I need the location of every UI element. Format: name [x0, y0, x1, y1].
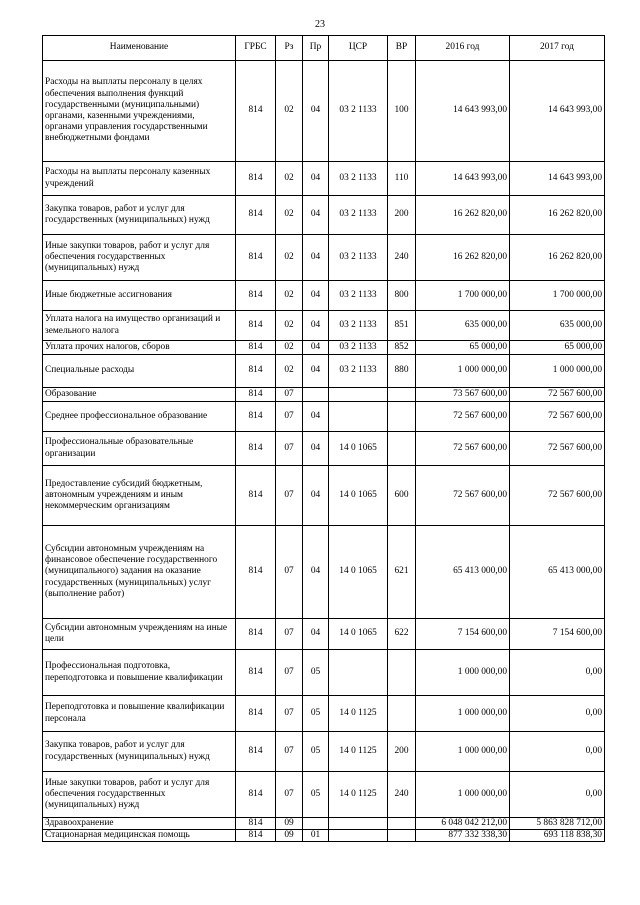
table-header-row: [43, 36, 605, 61]
row-vr: [388, 402, 416, 432]
table-row: [43, 526, 605, 619]
row-2017: 1 000 000,00: [510, 355, 605, 388]
row-grbs: 814: [236, 235, 276, 281]
row-name: Закупка товаров, работ и услуг для государственных (муниципальных) нужд: [43, 196, 236, 235]
row-2017: 14 643 993,00: [510, 61, 605, 162]
row-csr: 03 2 1133: [329, 235, 388, 281]
row-grbs: 814: [236, 355, 276, 388]
row-vr: 600: [388, 466, 416, 526]
row-pr: 05: [303, 650, 329, 696]
row-2016: 877 332 338,30: [416, 830, 510, 842]
row-rz: 07: [276, 466, 303, 526]
row-name: Переподготовка и повышение квалификации персонала: [43, 696, 236, 732]
header-csr: ЦСР: [329, 36, 388, 61]
row-pr: 05: [303, 696, 329, 732]
row-pr: 04: [303, 526, 329, 619]
row-csr: 14 0 1065: [329, 619, 388, 650]
row-vr: [388, 830, 416, 842]
row-grbs: 814: [236, 732, 276, 772]
row-vr: 110: [388, 162, 416, 196]
row-grbs: 814: [236, 196, 276, 235]
row-2016: 1 700 000,00: [416, 281, 510, 311]
row-grbs: 814: [236, 341, 276, 355]
row-csr: [329, 388, 388, 402]
row-grbs: 814: [236, 526, 276, 619]
row-2016: 65 000,00: [416, 341, 510, 355]
header-name: Наименование: [43, 36, 236, 61]
row-vr: [388, 432, 416, 466]
table-row: [43, 388, 605, 402]
row-grbs: 814: [236, 650, 276, 696]
row-vr: [388, 388, 416, 402]
row-vr: 200: [388, 196, 416, 235]
row-pr: 04: [303, 466, 329, 526]
row-2017: 65 413 000,00: [510, 526, 605, 619]
table-row: [43, 235, 605, 281]
row-2017: 0,00: [510, 696, 605, 732]
row-vr: 240: [388, 772, 416, 818]
row-pr: 04: [303, 311, 329, 341]
row-pr: 04: [303, 402, 329, 432]
row-name: Стационарная медицинская помощь: [43, 830, 236, 842]
row-vr: 851: [388, 311, 416, 341]
row-2017: 65 000,00: [510, 341, 605, 355]
header-2017: 2017 год: [510, 36, 605, 61]
row-2016: 72 567 600,00: [416, 466, 510, 526]
table-row: [43, 341, 605, 355]
row-vr: [388, 650, 416, 696]
row-pr: 04: [303, 281, 329, 311]
header-pr: Пр: [303, 36, 329, 61]
row-pr: 04: [303, 619, 329, 650]
row-rz: 02: [276, 355, 303, 388]
row-name: Закупка товаров, работ и услуг для государственных (муниципальных) нужд: [43, 732, 236, 772]
table-row: [43, 696, 605, 732]
row-grbs: 814: [236, 619, 276, 650]
row-rz: 02: [276, 162, 303, 196]
row-vr: 100: [388, 61, 416, 162]
row-rz: 07: [276, 696, 303, 732]
row-2016: 635 000,00: [416, 311, 510, 341]
row-2017: 0,00: [510, 732, 605, 772]
header-vr: ВР: [388, 36, 416, 61]
row-grbs: 814: [236, 466, 276, 526]
row-grbs: 814: [236, 830, 276, 842]
row-grbs: 814: [236, 696, 276, 732]
row-csr: 14 0 1125: [329, 772, 388, 818]
row-2017: 72 567 600,00: [510, 432, 605, 466]
row-rz: 07: [276, 619, 303, 650]
table-row: [43, 619, 605, 650]
row-rz: 02: [276, 196, 303, 235]
row-vr: 621: [388, 526, 416, 619]
row-2016: 65 413 000,00: [416, 526, 510, 619]
row-csr: 03 2 1133: [329, 355, 388, 388]
row-2016: 1 000 000,00: [416, 696, 510, 732]
row-2016: 72 567 600,00: [416, 432, 510, 466]
row-name: Уплата прочих налогов, сборов: [43, 341, 236, 355]
row-name: Уплата налога на имущество организаций и земельного налога: [43, 311, 236, 341]
page-number: 23: [315, 19, 325, 30]
row-2016: 1 000 000,00: [416, 650, 510, 696]
row-pr: 05: [303, 772, 329, 818]
row-rz: 07: [276, 388, 303, 402]
row-csr: 03 2 1133: [329, 341, 388, 355]
row-2017: 635 000,00: [510, 311, 605, 341]
row-pr: [303, 388, 329, 402]
row-name: Расходы на выплаты персоналу в целях обеспечения выполнения функций государственными (муниципальными) органами, казенными учреждениями, органами управления государственными внебюджетными фондами: [43, 61, 236, 162]
header-grbs: ГРБС: [236, 36, 276, 61]
table-row: [43, 466, 605, 526]
table-row: [43, 162, 605, 196]
row-2017: 72 567 600,00: [510, 402, 605, 432]
row-pr: 04: [303, 196, 329, 235]
row-pr: 04: [303, 235, 329, 281]
row-pr: 05: [303, 732, 329, 772]
table-row: [43, 650, 605, 696]
row-2016: 1 000 000,00: [416, 772, 510, 818]
row-name: Предоставление субсидий бюджетным, автономным учреждениям и иным некоммерческим организациям: [43, 466, 236, 526]
row-vr: 240: [388, 235, 416, 281]
row-2017: 72 567 600,00: [510, 466, 605, 526]
row-2016: 16 262 820,00: [416, 196, 510, 235]
table-row: [43, 772, 605, 818]
row-csr: 14 0 1065: [329, 526, 388, 619]
row-name: Здравоохранение: [43, 818, 236, 830]
row-rz: 02: [276, 311, 303, 341]
table-row: [43, 355, 605, 388]
row-rz: 02: [276, 61, 303, 162]
row-2017: 72 567 600,00: [510, 388, 605, 402]
row-csr: 14 0 1125: [329, 732, 388, 772]
row-2016: 14 643 993,00: [416, 61, 510, 162]
row-rz: 07: [276, 526, 303, 619]
row-2016: 1 000 000,00: [416, 732, 510, 772]
row-vr: [388, 818, 416, 830]
row-2016: 72 567 600,00: [416, 402, 510, 432]
row-name: Иные закупки товаров, работ и услуг для обеспечения государственных (муниципальных) нужд: [43, 235, 236, 281]
row-vr: [388, 696, 416, 732]
row-vr: 800: [388, 281, 416, 311]
row-pr: 01: [303, 830, 329, 842]
row-2016: 6 048 042 212,00: [416, 818, 510, 830]
row-2016: 16 262 820,00: [416, 235, 510, 281]
row-name: Расходы на выплаты персоналу казенных учреждений: [43, 162, 236, 196]
row-rz: 07: [276, 772, 303, 818]
table-row: [43, 818, 605, 830]
row-vr: 880: [388, 355, 416, 388]
row-csr: [329, 402, 388, 432]
row-pr: 04: [303, 432, 329, 466]
table-row: [43, 830, 605, 842]
row-csr: 03 2 1133: [329, 162, 388, 196]
row-grbs: 814: [236, 311, 276, 341]
row-2016: 7 154 600,00: [416, 619, 510, 650]
row-name: Субсидии автономным учреждениям на иные цели: [43, 619, 236, 650]
row-csr: 03 2 1133: [329, 61, 388, 162]
row-rz: 07: [276, 650, 303, 696]
row-grbs: 814: [236, 388, 276, 402]
table-row: [43, 196, 605, 235]
row-rz: 07: [276, 732, 303, 772]
row-name: Специальные расходы: [43, 355, 236, 388]
row-vr: 200: [388, 732, 416, 772]
row-2017: 7 154 600,00: [510, 619, 605, 650]
row-grbs: 814: [236, 772, 276, 818]
row-name: Среднее профессиональное образование: [43, 402, 236, 432]
budget-table: [42, 35, 605, 842]
row-vr: 622: [388, 619, 416, 650]
row-grbs: 814: [236, 818, 276, 830]
row-pr: 04: [303, 162, 329, 196]
row-pr: 04: [303, 61, 329, 162]
row-2017: 0,00: [510, 772, 605, 818]
row-rz: 02: [276, 341, 303, 355]
row-rz: 09: [276, 818, 303, 830]
row-grbs: 814: [236, 61, 276, 162]
row-2017: 16 262 820,00: [510, 196, 605, 235]
row-name: Образование: [43, 388, 236, 402]
row-grbs: 814: [236, 281, 276, 311]
row-pr: [303, 818, 329, 830]
row-name: Субсидии автономным учреждениям на финансовое обеспечение государственного (муниципального) задания на оказание государственных (муниципальных) услуг (выполнение работ): [43, 526, 236, 619]
row-2017: 693 118 838,30: [510, 830, 605, 842]
row-csr: 14 0 1065: [329, 466, 388, 526]
row-2016: 14 643 993,00: [416, 162, 510, 196]
row-rz: 07: [276, 432, 303, 466]
row-csr: 14 0 1065: [329, 432, 388, 466]
row-2017: 0,00: [510, 650, 605, 696]
row-csr: 03 2 1133: [329, 311, 388, 341]
row-2017: 5 863 828 712,00: [510, 818, 605, 830]
row-csr: 14 0 1125: [329, 696, 388, 732]
row-2016: 1 000 000,00: [416, 355, 510, 388]
table-row: [43, 281, 605, 311]
header-2016: 2016 год: [416, 36, 510, 61]
row-name: Профессиональные образовательные организации: [43, 432, 236, 466]
row-name: Иные закупки товаров, работ и услуг для обеспечения государственных (муниципальных) нужд: [43, 772, 236, 818]
row-rz: 02: [276, 235, 303, 281]
row-name: Иные бюджетные ассигнования: [43, 281, 236, 311]
table-row: [43, 402, 605, 432]
header-rz: Рз: [276, 36, 303, 61]
row-rz: 07: [276, 402, 303, 432]
table-row: [43, 311, 605, 341]
row-rz: 09: [276, 830, 303, 842]
row-csr: [329, 830, 388, 842]
row-csr: 03 2 1133: [329, 196, 388, 235]
row-rz: 02: [276, 281, 303, 311]
row-2016: 73 567 600,00: [416, 388, 510, 402]
row-csr: [329, 650, 388, 696]
row-grbs: 814: [236, 432, 276, 466]
row-grbs: 814: [236, 402, 276, 432]
table-row: [43, 432, 605, 466]
table-row: [43, 61, 605, 162]
row-2017: 1 700 000,00: [510, 281, 605, 311]
row-2017: 14 643 993,00: [510, 162, 605, 196]
row-pr: 04: [303, 355, 329, 388]
row-csr: 03 2 1133: [329, 281, 388, 311]
row-vr: 852: [388, 341, 416, 355]
table-row: [43, 732, 605, 772]
row-pr: 04: [303, 341, 329, 355]
row-csr: [329, 818, 388, 830]
row-name: Профессиональная подготовка, переподготовка и повышение квалификации: [43, 650, 236, 696]
row-grbs: 814: [236, 162, 276, 196]
row-2017: 16 262 820,00: [510, 235, 605, 281]
